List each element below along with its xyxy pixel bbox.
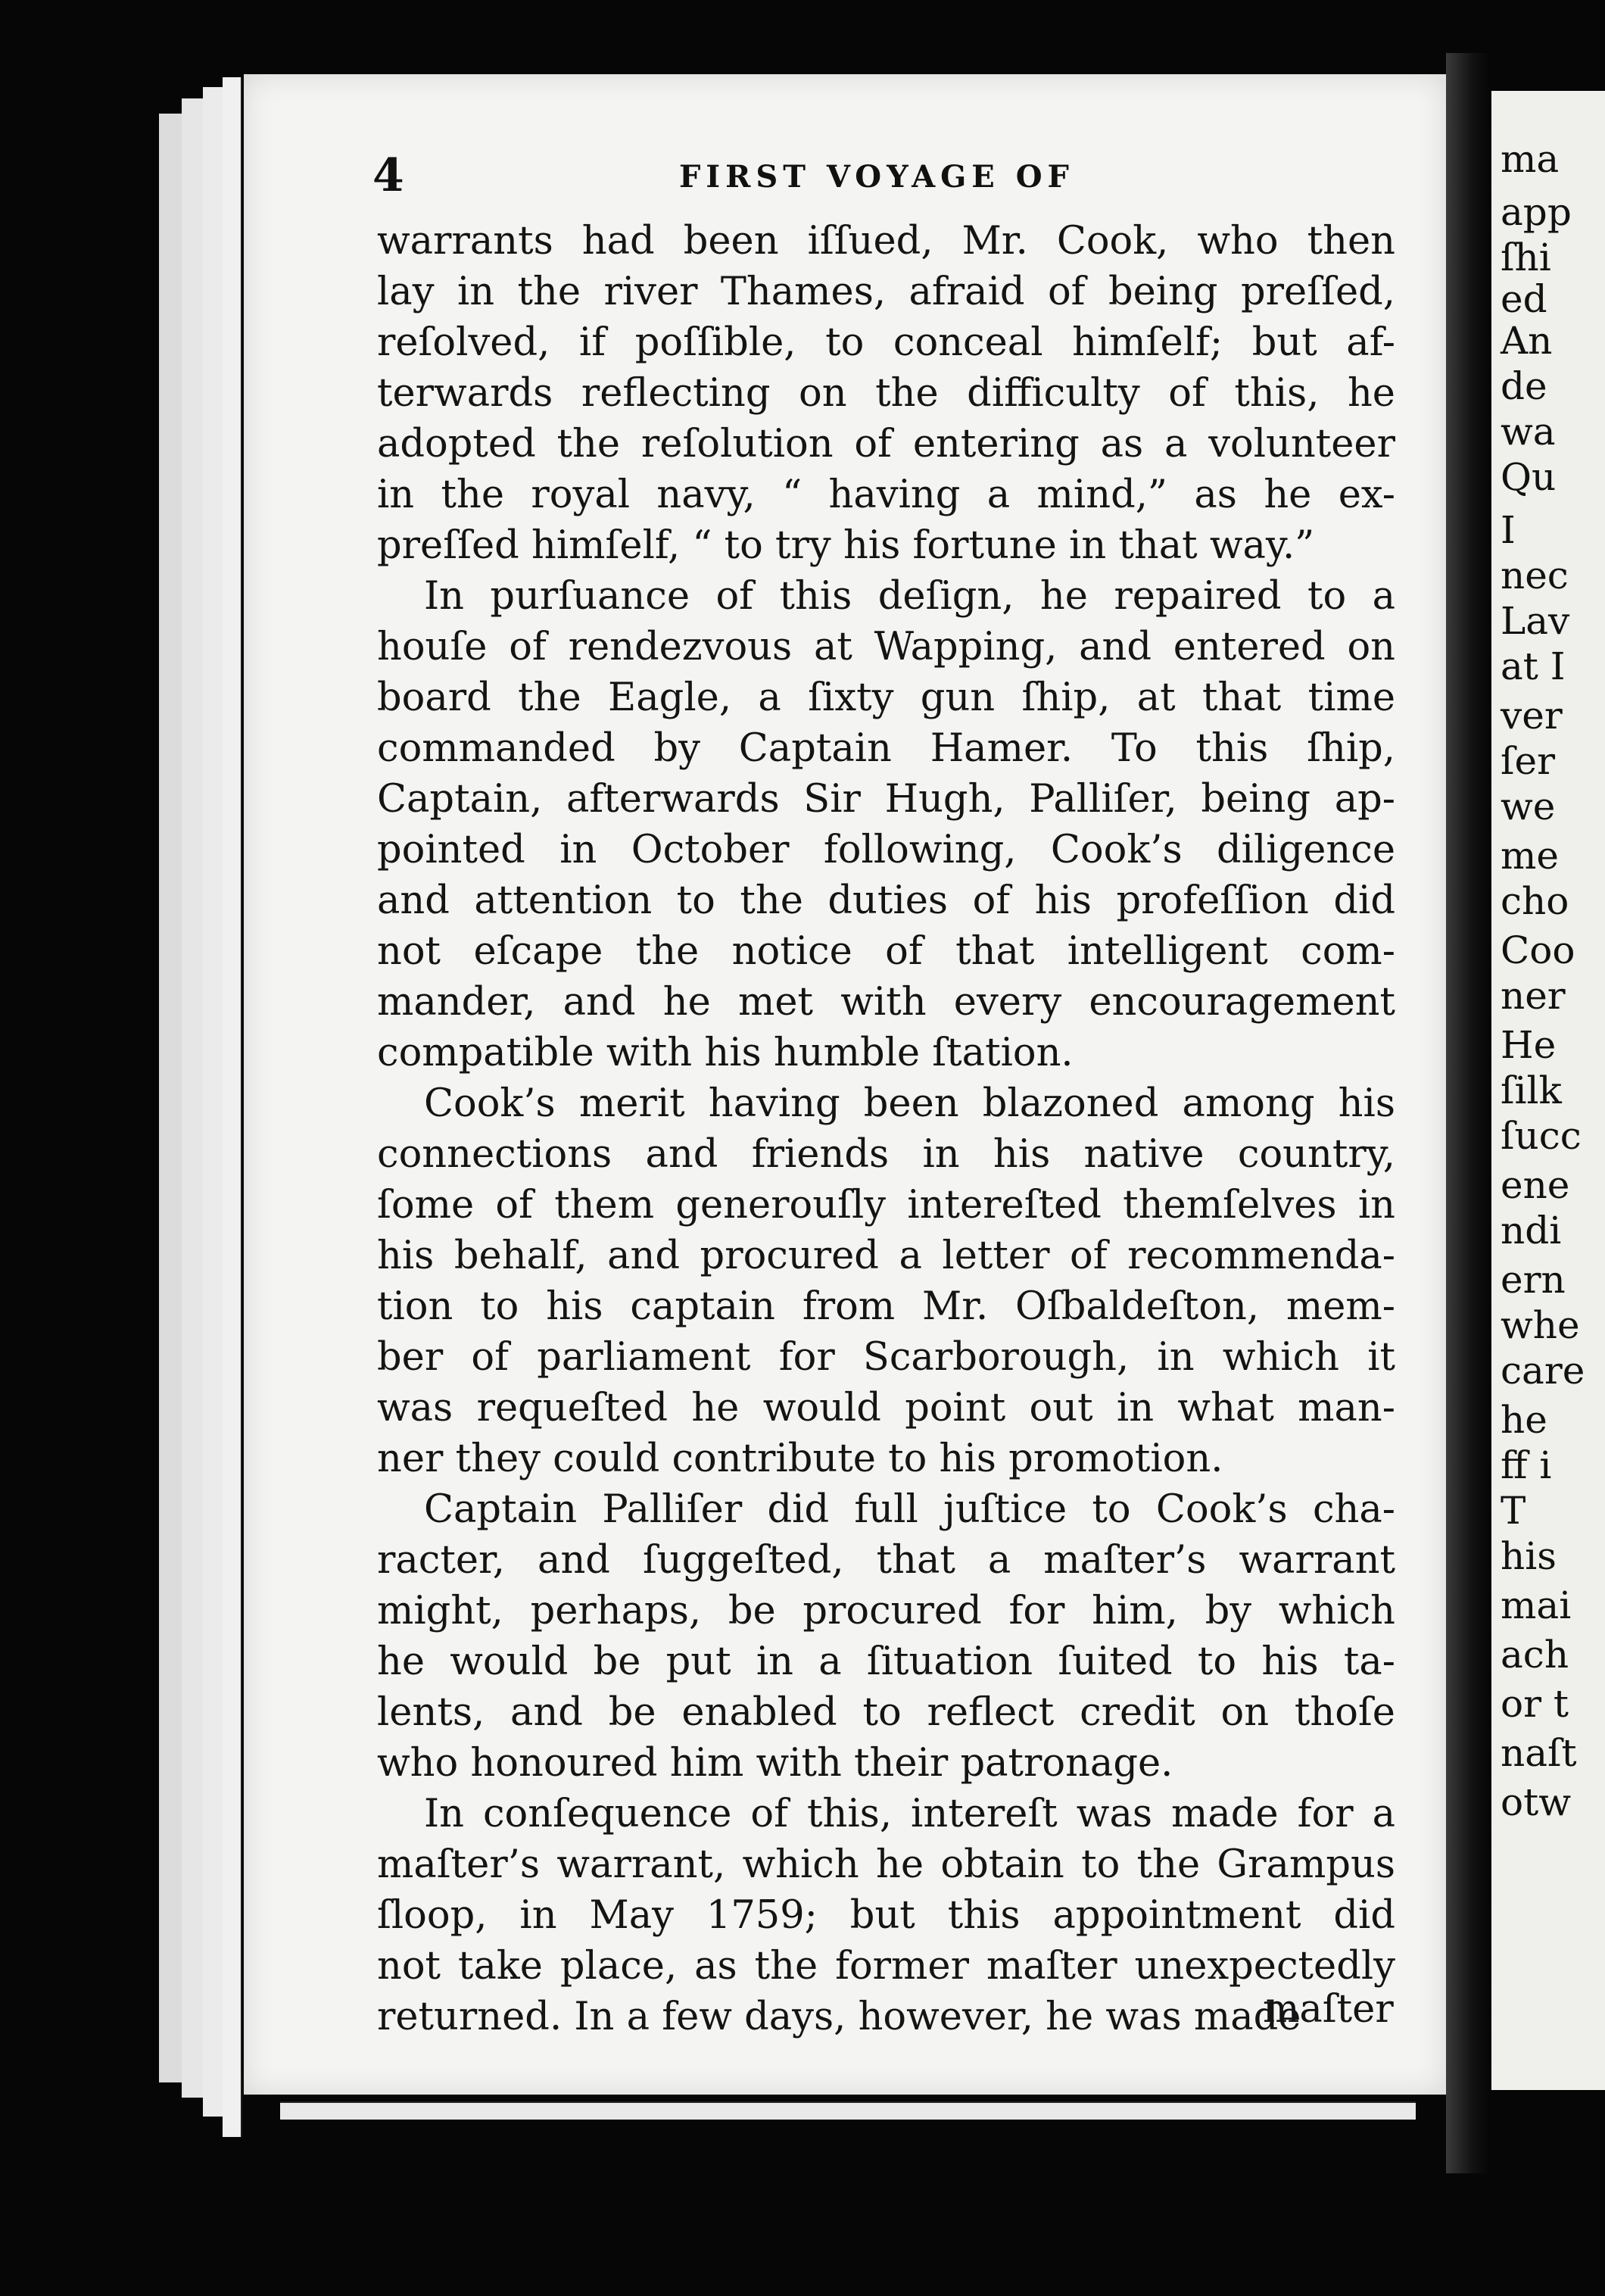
text-line: ſome of them generouſly intereſted themſelves in [377,1183,1395,1228]
body-text [377,216,1395,2042]
text-line: his behalf, and procured a letter of recommenda- [377,1234,1395,1278]
text-line: houſe of rendezvous at Wapping, and entered on [377,625,1395,669]
facing-text-fragment: ern [1501,1258,1566,1302]
text-line: Captain Palliſer did full juſtice to Cook’s cha- [424,1487,1395,1532]
facing-text-fragment: ma [1501,137,1560,181]
facing-text-fragment: at I [1501,644,1566,688]
text-line: ber of parliament for Scarborough, in which it [377,1335,1395,1380]
facing-text-fragment: cho [1501,879,1569,923]
text-line: he would be put in a ſituation ſuited to his ta- [377,1639,1395,1684]
text-line: not take place, as the former maſter unexpectedly [377,1944,1395,1989]
facing-text-fragment: ff i [1501,1443,1552,1487]
facing-text-fragment: de [1501,364,1547,408]
text-line: racter, and ſuggeſted, that a maſter’s warrant [377,1538,1395,1583]
facing-text-fragment: ene [1501,1163,1570,1207]
facing-text-fragment: ach [1501,1633,1569,1677]
text-line: terwards reflecting on the difficulty of this, he [377,371,1395,416]
text-line: tion to his captain from Mr. Oſbaldeſton, mem- [377,1284,1395,1329]
page-bottom-edge [280,2101,1416,2120]
text-line: In purſuance of this deſign, he repaired to a [424,574,1395,619]
text-line: and attention to the duties of his profeſſion did [377,878,1395,923]
page-number: 4 [372,149,404,202]
facing-text-fragment: otw [1501,1780,1571,1824]
facing-text-fragment: ver [1501,694,1563,738]
text-line: might, perhaps, be procured for him, by which [377,1589,1395,1633]
text-line: In conſequence of this, intereſt was made for a [424,1792,1395,1836]
facing-text-fragment: ſer [1501,739,1555,783]
facing-text-fragment: mai [1501,1583,1572,1627]
catchword: maſter [1263,1987,1394,2032]
book-gutter [1446,53,1491,2173]
facing-text-fragment: naſt [1501,1731,1577,1775]
facing-text-fragment: me [1501,834,1560,878]
text-line: maſter’s warrant, which he obtain to the Grampus [377,1842,1395,1887]
text-line: preſſed himſelf, “ to try his fortune in that way.” [377,523,1315,568]
text-line: returned. In a few days, however, he was made [377,1995,1301,2039]
text-line: who honoured him with their patronage. [377,1741,1173,1786]
facing-text-fragment: care [1501,1349,1585,1393]
text-line: not eſcape the notice of that intelligent com- [377,929,1395,974]
facing-text-fragment: ſilk [1501,1068,1562,1112]
facing-text-fragment: Qu [1501,455,1557,499]
facing-text-fragment: An [1501,319,1553,363]
text-line: compatible with his humble ſtation. [377,1031,1074,1075]
text-line: pointed in October following, Cook’s diligence [377,828,1395,872]
facing-text-fragment: whe [1501,1303,1580,1347]
facing-text-fragment: He [1501,1023,1557,1067]
facing-text-fragment: he [1501,1398,1547,1442]
text-line: adopted the reſolution of entering as a volunteer [377,422,1395,466]
page-edge [223,77,242,2137]
facing-text-fragment: Coo [1501,928,1575,972]
facing-text-fragment: ndi [1501,1209,1562,1253]
text-line: was requeſted he would point out in what man- [377,1386,1395,1430]
page-header [244,149,1446,214]
text-line: warrants had been iſſued, Mr. Cook, who then [377,219,1395,264]
page-edge [182,98,204,2098]
page-edge [203,87,224,2117]
running-head: FIRST VOYAGE OF [679,159,1074,195]
text-line: in the royal navy, “ having a mind,” as he ex- [377,473,1395,517]
facing-text-fragment: wa [1501,410,1556,454]
facing-text-fragment: ſhi [1501,236,1551,279]
text-line: connections and friends in his native country, [377,1132,1395,1177]
facing-text-fragment: or t [1501,1682,1569,1726]
text-line: Cook’s merit having been blazoned among his [424,1081,1395,1126]
text-line: Captain, afterwards Sir Hugh, Palliſer, being ap- [377,777,1395,822]
facing-text-fragment: app [1501,190,1572,234]
facing-text-fragment: ner [1501,974,1566,1018]
facing-text-fragment: Lav [1501,599,1570,643]
facing-text-fragment: T [1501,1489,1526,1533]
page-edge [159,114,183,2082]
text-line: lay in the river Thames, afraid of being preſſed, [377,270,1395,314]
facing-text-fragment: we [1501,785,1556,828]
facing-text-fragment: ed [1501,277,1547,321]
facing-text-fragment: his [1501,1534,1557,1578]
facing-text-fragment: I [1501,508,1516,552]
text-line: board the Eagle, a ſixty gun ſhip, at that time [377,675,1395,720]
text-line: reſolved, if poſſible, to conceal himſelf; but af- [377,320,1395,365]
text-line: lents, and be enabled to reflect credit on thoſe [377,1690,1395,1735]
facing-text-fragment: nec [1501,554,1569,597]
text-line: commanded by Captain Hamer. To this ſhip, [377,726,1395,771]
text-line: ner they could contribute to his promotion. [377,1437,1223,1481]
text-line: ſloop, in May 1759; but this appointment did [377,1893,1395,1938]
text-line: mander, and he met with every encouragement [377,980,1395,1025]
facing-page-fragment [1491,91,1605,2090]
facing-text-fragment: ſucc [1501,1114,1582,1158]
